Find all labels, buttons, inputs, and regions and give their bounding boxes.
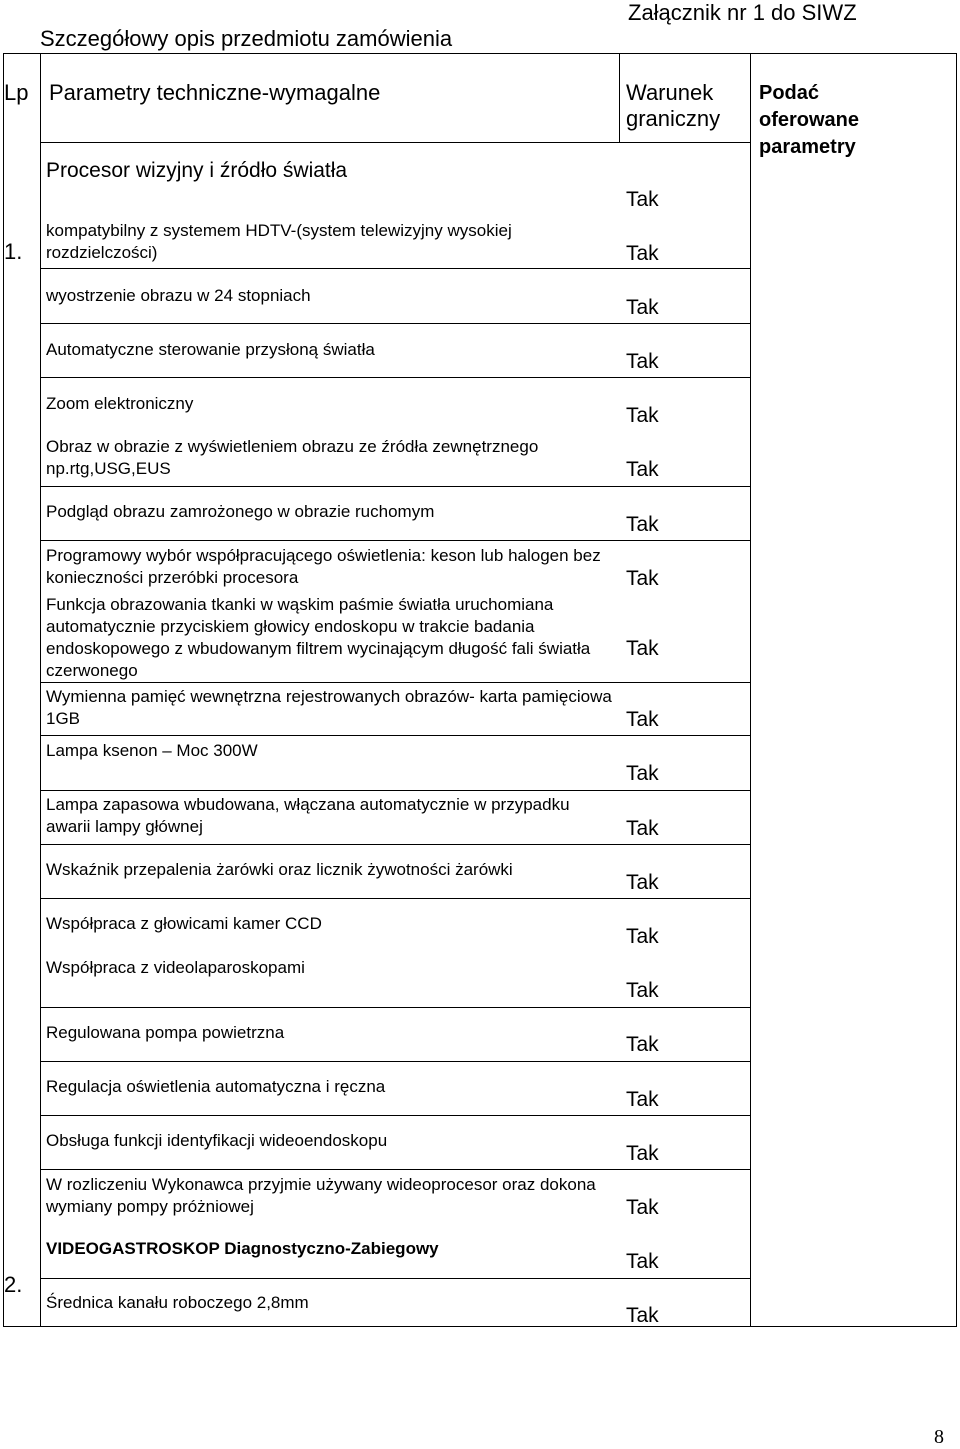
page-title: Szczegółowy opis przedmiotu zamówienia xyxy=(40,26,453,51)
spec-item-2: kompatybilny z systemem HDTV-(system telewizyjny wysokiej rozdzielczości) xyxy=(46,221,512,262)
spec-item-3: wyostrzenie obrazu w 24 stopniach xyxy=(46,286,311,305)
row-number-1: 1. xyxy=(4,239,23,264)
cond-value-9: Tak xyxy=(626,637,659,660)
cond-value-13: Tak xyxy=(626,871,659,894)
spec-item-15: Współpraca z videolaparoskopami xyxy=(46,958,305,977)
cond-value-20: Tak xyxy=(626,1250,659,1273)
row-divider xyxy=(40,268,750,269)
cond-value-3: Tak xyxy=(626,296,659,319)
cond-value-10: Tak xyxy=(626,708,659,731)
cond-value-16: Tak xyxy=(626,1033,659,1056)
cond-value-5: Tak xyxy=(626,404,659,427)
row-divider xyxy=(40,1061,750,1062)
cond-value-17: Tak xyxy=(626,1088,659,1111)
row-divider xyxy=(40,682,750,683)
spec-item-20: VIDEOGASTROSKOP Diagnostyczno-Zabiegowy xyxy=(46,1239,439,1258)
row-divider xyxy=(40,1007,750,1008)
spec-item-21: Średnica kanału roboczego 2,8mm xyxy=(46,1293,309,1312)
spec-item-9: Funkcja obrazowania tkanki w wąskim paśmie światła uruchomiana automatycznie przyciskiem głowicy endoskopu w trakcie badania endoskopowego z wbudowanym filtrem wycinającym długość fali światła czerwonego xyxy=(46,595,591,680)
spec-item-16: Regulowana pompa powietrzna xyxy=(46,1023,285,1042)
row-divider xyxy=(40,540,750,541)
row-divider xyxy=(40,898,750,899)
cond-value-6: Tak xyxy=(626,458,659,481)
row-divider xyxy=(40,486,750,487)
cond-value-1: Tak xyxy=(626,188,659,211)
cond-value-4: Tak xyxy=(626,350,659,373)
spec-item-7: Podgląd obrazu zamrożonego w obrazie ruchomym xyxy=(46,502,435,521)
cond-value-7: Tak xyxy=(626,513,659,536)
cond-value-21: Tak xyxy=(626,1304,659,1327)
cond-value-15: Tak xyxy=(626,979,659,1002)
col-header-lp xyxy=(4,54,41,1327)
spec-item-13: Wskaźnik przepalenia żarówki oraz licznik żywotności żarówki xyxy=(46,860,513,879)
row-divider xyxy=(40,1169,750,1170)
row-divider xyxy=(40,844,750,845)
col-header-cond: Warunek graniczny xyxy=(620,54,751,143)
row-divider xyxy=(40,790,750,791)
spec-item-17: Regulacja oświetlenia automatyczna i ręczna xyxy=(46,1077,386,1096)
cond-value-11: Tak xyxy=(626,762,659,785)
row-divider xyxy=(40,323,750,324)
cond-value-18: Tak xyxy=(626,1142,659,1165)
spec-item-10: Wymienna pamięć wewnętrzna rejestrowanych obrazów- karta pamięciowa 1GB xyxy=(46,687,612,728)
cond-value-12: Tak xyxy=(626,817,659,840)
cond-value-2: Tak xyxy=(626,242,659,265)
spec-item-18: Obsługa funkcji identyfikacji wideoendoskopu xyxy=(46,1131,388,1150)
spec-item-5: Zoom elektroniczny xyxy=(46,394,194,413)
spec-item-6: Obraz w obrazie z wyświetleniem obrazu ze źródła zewnętrznego np.rtg,USG,EUS xyxy=(46,437,539,478)
row-divider xyxy=(40,377,750,378)
row-divider xyxy=(40,735,750,736)
page-number: 8 xyxy=(934,1426,944,1448)
row-divider xyxy=(40,1115,750,1116)
attachment-label: Załącznik nr 1 do SIWZ xyxy=(628,0,857,25)
cond-value-14: Tak xyxy=(626,925,659,948)
row-number-2: 2. xyxy=(4,1272,23,1297)
cond-value-19: Tak xyxy=(626,1196,659,1219)
cond-value-8: Tak xyxy=(626,567,659,590)
row-divider xyxy=(40,1278,750,1279)
spec-item-14: Współpraca z głowicami kamer CCD xyxy=(46,914,322,933)
col-header-lp-text: Lp xyxy=(4,80,29,105)
spec-item-8: Programowy wybór współpracującego oświetlenia: keson lub halogen bez konieczności przeróbki procesora xyxy=(46,546,601,587)
col-header-offer: Podać oferowane parametry xyxy=(751,54,957,1327)
spec-item-12: Lampa zapasowa wbudowana, włączana automatycznie w przypadku awarii lampy głównej xyxy=(46,795,570,836)
spec-item-19: W rozliczeniu Wykonawca przyjmie używany wideoprocesor oraz dokona wymiany pompy próżniowej xyxy=(46,1175,596,1216)
col-header-param: Parametry techniczne-wymagalne xyxy=(41,54,620,143)
spec-item-11: Lampa ksenon – Moc 300W xyxy=(46,741,258,760)
table-header-row xyxy=(4,54,957,143)
spec-item-4: Automatyczne sterowanie przysłoną światła xyxy=(46,340,375,359)
spec-item-1: Procesor wizyjny i źródło światła xyxy=(46,159,348,182)
